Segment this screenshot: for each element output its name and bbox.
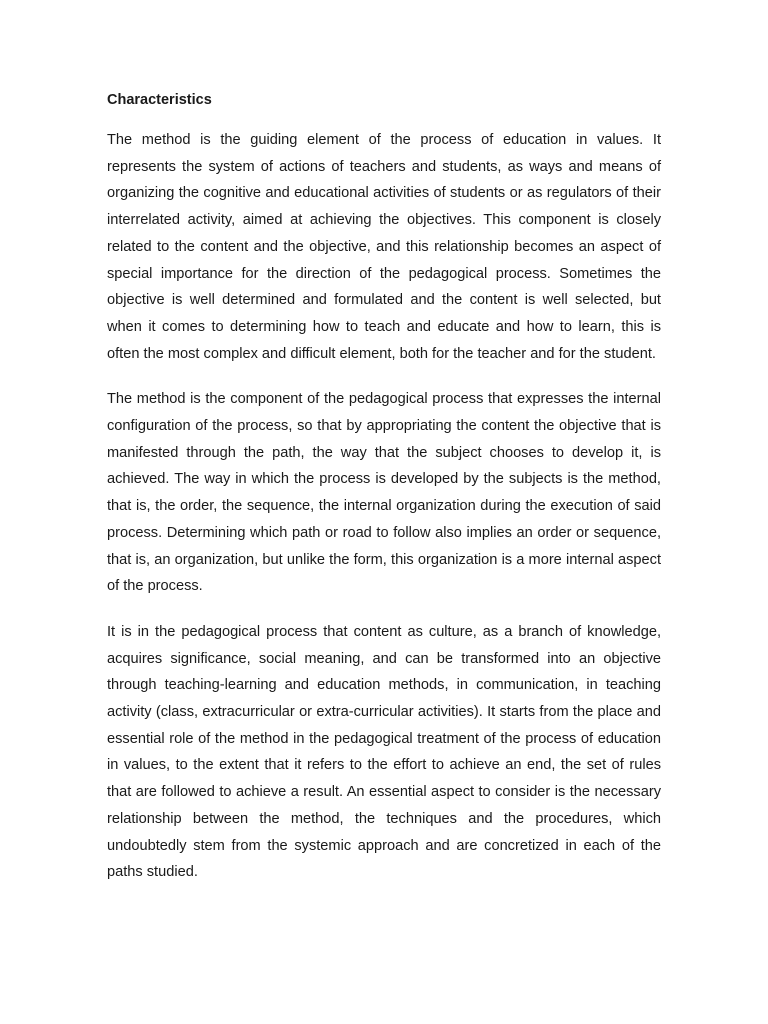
paragraph-3: It is in the pedagogical process that content as culture, as a branch of knowledge, acquires significance, social meaning, and can be transformed into an objective through teaching-learning and education methods, in communication, in teaching activity (class, extracurricular or extra-curricular activities). It starts from the place and essential role of the method in the pedagogical treatment of the process of education in values, to the extent that it refers to the effort to achieve an end, the set of rules that are followed to achieve a result. An essential aspect to consider is the necessary relationship between the method, the techniques and the procedures, which undoubtedly stem from the systemic approach and are concretized in each of the paths studied. — [107, 623, 661, 881]
section-heading: Characteristics — [107, 92, 212, 108]
paragraph-1: The method is the guiding element of the process of education in values. It represents the system of actions of teachers and students, as ways and means of organizing the cognitive and educational activities of students or as regulators of their interrelated activity, aimed at achieving the objectives. This component is closely related to the content and the objective, and this relationship becomes an aspect of special importance for the direction of the pedagogical process. Sometimes the objective is well determined and formulated and the content is well selected, but when it comes to determining how to teach and educate and how to learn, this is often the most complex and difficult element, both for the teacher and for the student. — [107, 132, 661, 362]
paragraph-2: The method is the component of the pedagogical process that expresses the internal configuration of the process, so that by appropriating the content the objective that is manifested through the path, the way that the subject chooses to develop it, is achieved. The way in which the process is developed by the subjects is the method, that is, the order, the sequence, the internal organization during the execution of said process. Determining which path or road to follow also implies an order or sequence, that is, an organization, but unlike the form, this organization is a more internal aspect of the process. — [107, 391, 661, 595]
document-body — [107, 90, 661, 905]
